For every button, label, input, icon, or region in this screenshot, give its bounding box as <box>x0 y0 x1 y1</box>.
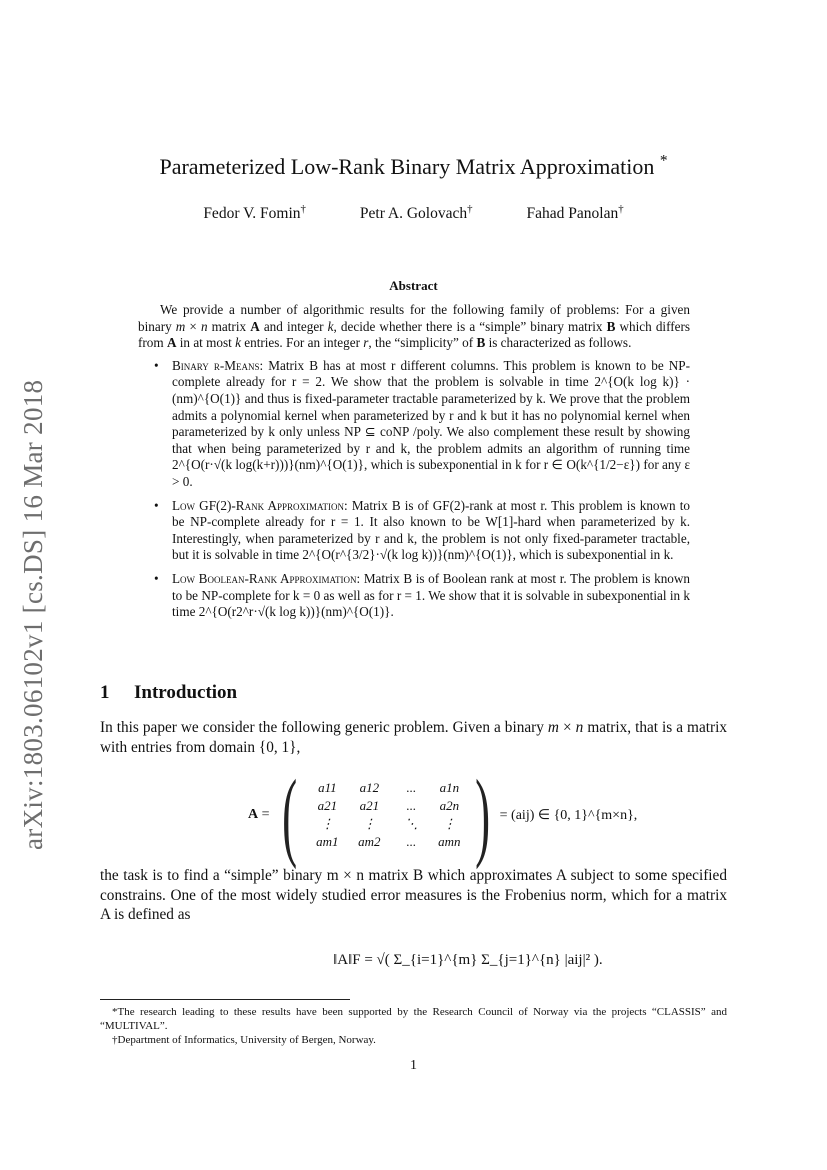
problem-description: Matrix B is of Boolean rank at most r. The problem is known to be NP-complete for k = 0 as well as for r = 1. We show that it is solvable in subexponential in k time 2^{O(r2^r·√(k log k))}(nm)^{O(1)}. <box>172 570 690 620</box>
matrix-rhs: = (aij) ∈ {0, 1}^{m×n}, <box>499 807 638 823</box>
matrix-equation: A = ( a11 a12 ... a1n a21 a21 ... a2n ⋮ ⋮ ⋱ ⋮ am1 am2 ... amn ) = (aij) ∈ {0, 1}^{m×n}, <box>248 759 638 870</box>
footnote: †Department of Informatics, University of Bergen, Norway. <box>112 1034 376 1046</box>
author: Fedor V. Fomin† <box>203 202 306 222</box>
section-title: Introduction <box>134 682 238 703</box>
footnote: *The research leading to these results have been supported by the Research Council of Norway via the projects “CLASSIS” and “MULTIVAL”. <box>100 1006 727 1032</box>
matrix-entries: a11 a12 ... a1n a21 a21 ... a2n ⋮ ⋮ ⋱ ⋮ am1 am2 ... amn <box>316 780 461 849</box>
section-heading <box>100 682 237 704</box>
abstract-bullet-list <box>138 358 690 621</box>
section-number: 1 <box>100 682 110 703</box>
problem-description: Matrix B has at most r different columns. This problem is known to be NP-complete already for r = 2. We show that the problem is solvable in time 2^{O(k log k)} · (nm)^{O(1)} and thus is fixed-parameter tractable parameterized by k. We prove that the problem admits a polynomial kernel when parameterized by r and k but it has no polynomial kernel when parameterized by k only unless NP ⊆ coNP /poly. We also complement these result by showing that when being parameterized by r and k, the problem admits an algorithm of running time 2^{O(r·√(k log(k+r)))}(nm)^{O(1)}, which is subexponential in k for r ∈ O(k^{1/2−ε}) for any ε > 0. <box>172 357 690 489</box>
abstract-body <box>138 302 690 628</box>
problem-name: Binary r-Means <box>172 357 260 373</box>
list-item: • Binary r-Means: Matrix B has at most r different columns. This problem is known to be NP-complete already for r = 2. We show that the problem is solvable in time 2^{O(k log k)} · (nm)^{O(1)} and thus is fixed-parameter tractable parameterized by k. We prove that the problem admits a polynomial kernel when parameterized by r and k but it has no polynomial kernel when parameterized by k only unless NP ⊆ coNP /poly. We also complement these result by showing that when being parameterized by r and k, the problem admits an algorithm of running time 2^{O(r·√(k log(k+r)))}(nm)^{O(1)}, which is subexponential in k for r ∈ O(k^{1/2−ε}) for any ε > 0. <box>154 357 690 489</box>
title-text: Parameterized Low-Rank Binary Matrix Approximation <box>159 154 655 179</box>
problem-name: Low Boolean-Rank Approximation <box>172 570 357 586</box>
list-item: • Low Boolean-Rank Approximation: Matrix B is of Boolean rank at most r. The problem is known to be NP-complete for k = 0 as well as for r = 1. We show that it is solvable in subexponential in k time 2^{O(r2^r·√(k log k))}(nm)^{O(1)}. <box>154 570 690 620</box>
abstract-heading: Abstract <box>389 278 438 293</box>
problem-name: Low GF(2)-Rank Approximation <box>172 497 345 513</box>
matrix-lhs: A <box>248 807 259 822</box>
frobenius-norm-equation: ‖A‖F = √( Σ_{i=1}^{m} Σ_{j=1}^{n} |aij|² ). <box>333 951 603 968</box>
intro-paragraph-2: the task is to find a “simple” binary m × n matrix B which approximates A subject to some specified constrains. One of the most widely studied error measures is the Frobenius norm, which for a matrix A is defined as <box>100 867 727 923</box>
paper-title <box>100 154 727 180</box>
author: Petr A. Golovach† <box>359 202 473 222</box>
author-list <box>100 202 727 223</box>
list-item: • Low GF(2)-Rank Approximation: Matrix B is of GF(2)-rank at most r. This problem is known to be NP-complete already for r = 1. It also known to be W[1]-hard when parameterized by k. Interestingly, when parameterized by r and k, the problem is not only fixed-parameter tractable, but it is solvable in time 2^{O(r^{3/2}·√(k log k))}(nm)^{O(1)}, which is subexponential in k. <box>154 497 690 563</box>
problem-description: Matrix B is of GF(2)-rank at most r. This problem is known to be NP-complete already for r = 1. It also known to be W[1]-hard when parameterized by k. Interestingly, when parameterized by r and k, the problem is not only fixed-parameter tractable, but it is solvable in time 2^{O(r^{3/2}·√(k log k))}(nm)^{O(1)}, which is subexponential in k. <box>172 497 690 563</box>
author: Fahad Panolan† <box>526 202 624 222</box>
footnote-rule <box>100 999 350 1000</box>
abstract-intro: We provide a number of algorithmic results for the following family of problems: For a given binary m × n matrix A and integer k, decide whether there is a “simple” binary matrix B which differs from A in at most k entries. For an integer r, the “simplicity” of B is characterized as follows. <box>138 302 690 351</box>
title-footnote-mark: * <box>659 152 668 170</box>
arxiv-watermark: arXiv:1803.06102v1 [cs.DS] 16 Mar 2018 <box>18 379 48 850</box>
footnotes <box>100 1005 727 1047</box>
intro-paragraph-1: In this paper we consider the following generic problem. Given a binary m × n matrix, that is a matrix with entries from domain {0, 1}, <box>100 719 727 756</box>
page-number: 1 <box>410 1058 417 1073</box>
